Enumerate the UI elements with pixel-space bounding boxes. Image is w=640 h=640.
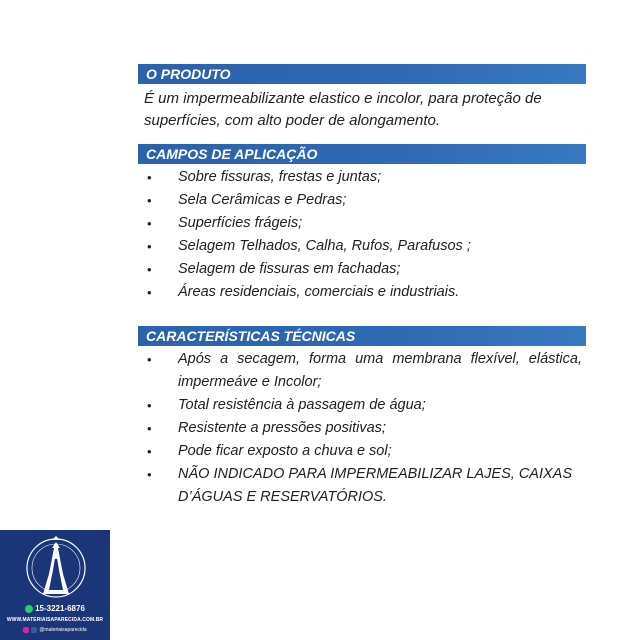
facebook-icon <box>31 627 37 633</box>
social-handle: @materiaisaparecida <box>0 626 110 634</box>
list-item: • Sobre fissuras, frestas e juntas; <box>138 166 586 189</box>
bullet-icon: • <box>147 170 152 185</box>
list-item: • Selagem de fissuras em fachadas; <box>138 258 586 281</box>
bullet-icon: • <box>147 467 152 482</box>
list-item: • Sela Cerâmicas e Pedras; <box>138 189 586 212</box>
bullet-icon: • <box>147 262 152 277</box>
bullet-icon: • <box>147 398 152 413</box>
section-header-produto: O PRODUTO <box>138 64 586 84</box>
list-item: • Selagem Telhados, Calha, Rufos, Parafusos ; <box>138 235 586 258</box>
product-spec-sheet <box>138 64 586 509</box>
instagram-icon <box>23 627 29 633</box>
aparecida-emblem-icon <box>25 534 87 604</box>
list-item: • Após a secagem, forma uma membrana flexível, elástica, impermeáve e Incolor; <box>138 348 586 394</box>
bullet-icon: • <box>147 444 152 459</box>
list-item: • Total resistência à passagem de água; <box>138 394 586 417</box>
bullet-icon: • <box>147 216 152 231</box>
bullet-icon: • <box>147 421 152 436</box>
caracteristicas-list <box>138 348 586 509</box>
whatsapp-icon <box>25 605 33 613</box>
bullet-icon: • <box>147 352 152 367</box>
list-item: • Superfícies frágeis; <box>138 212 586 235</box>
website-text: WWW.MATERIAISAPARECIDA.COM.BR <box>6 617 104 623</box>
aplicacao-list <box>138 166 586 304</box>
list-item: • NÃO INDICADO PARA IMPERMEABILIZAR LAJES, CAIXAS D’ÁGUAS E RESERVATÓRIOS. <box>138 463 586 509</box>
bullet-icon: • <box>147 239 152 254</box>
bullet-icon: • <box>147 193 152 208</box>
list-item: • Áreas residenciais, comerciais e industriais. <box>138 281 586 304</box>
produto-description: É um impermeabilizante elastico e incolor, para proteção de superfícies, com alto poder de alongamento. <box>144 90 542 129</box>
store-logo-badge <box>0 530 110 640</box>
list-item: • Pode ficar exposto a chuva e sol; <box>138 440 586 463</box>
phone-number: 15-3221-6876 <box>0 604 110 614</box>
bullet-icon: • <box>147 285 152 300</box>
list-item: • Resistente a pressões positivas; <box>138 417 586 440</box>
section-header-aplicacao: CAMPOS DE APLICAÇÃO <box>138 144 586 164</box>
section-header-caracteristicas: CARACTERÍSTICAS TÉCNICAS <box>138 326 586 346</box>
